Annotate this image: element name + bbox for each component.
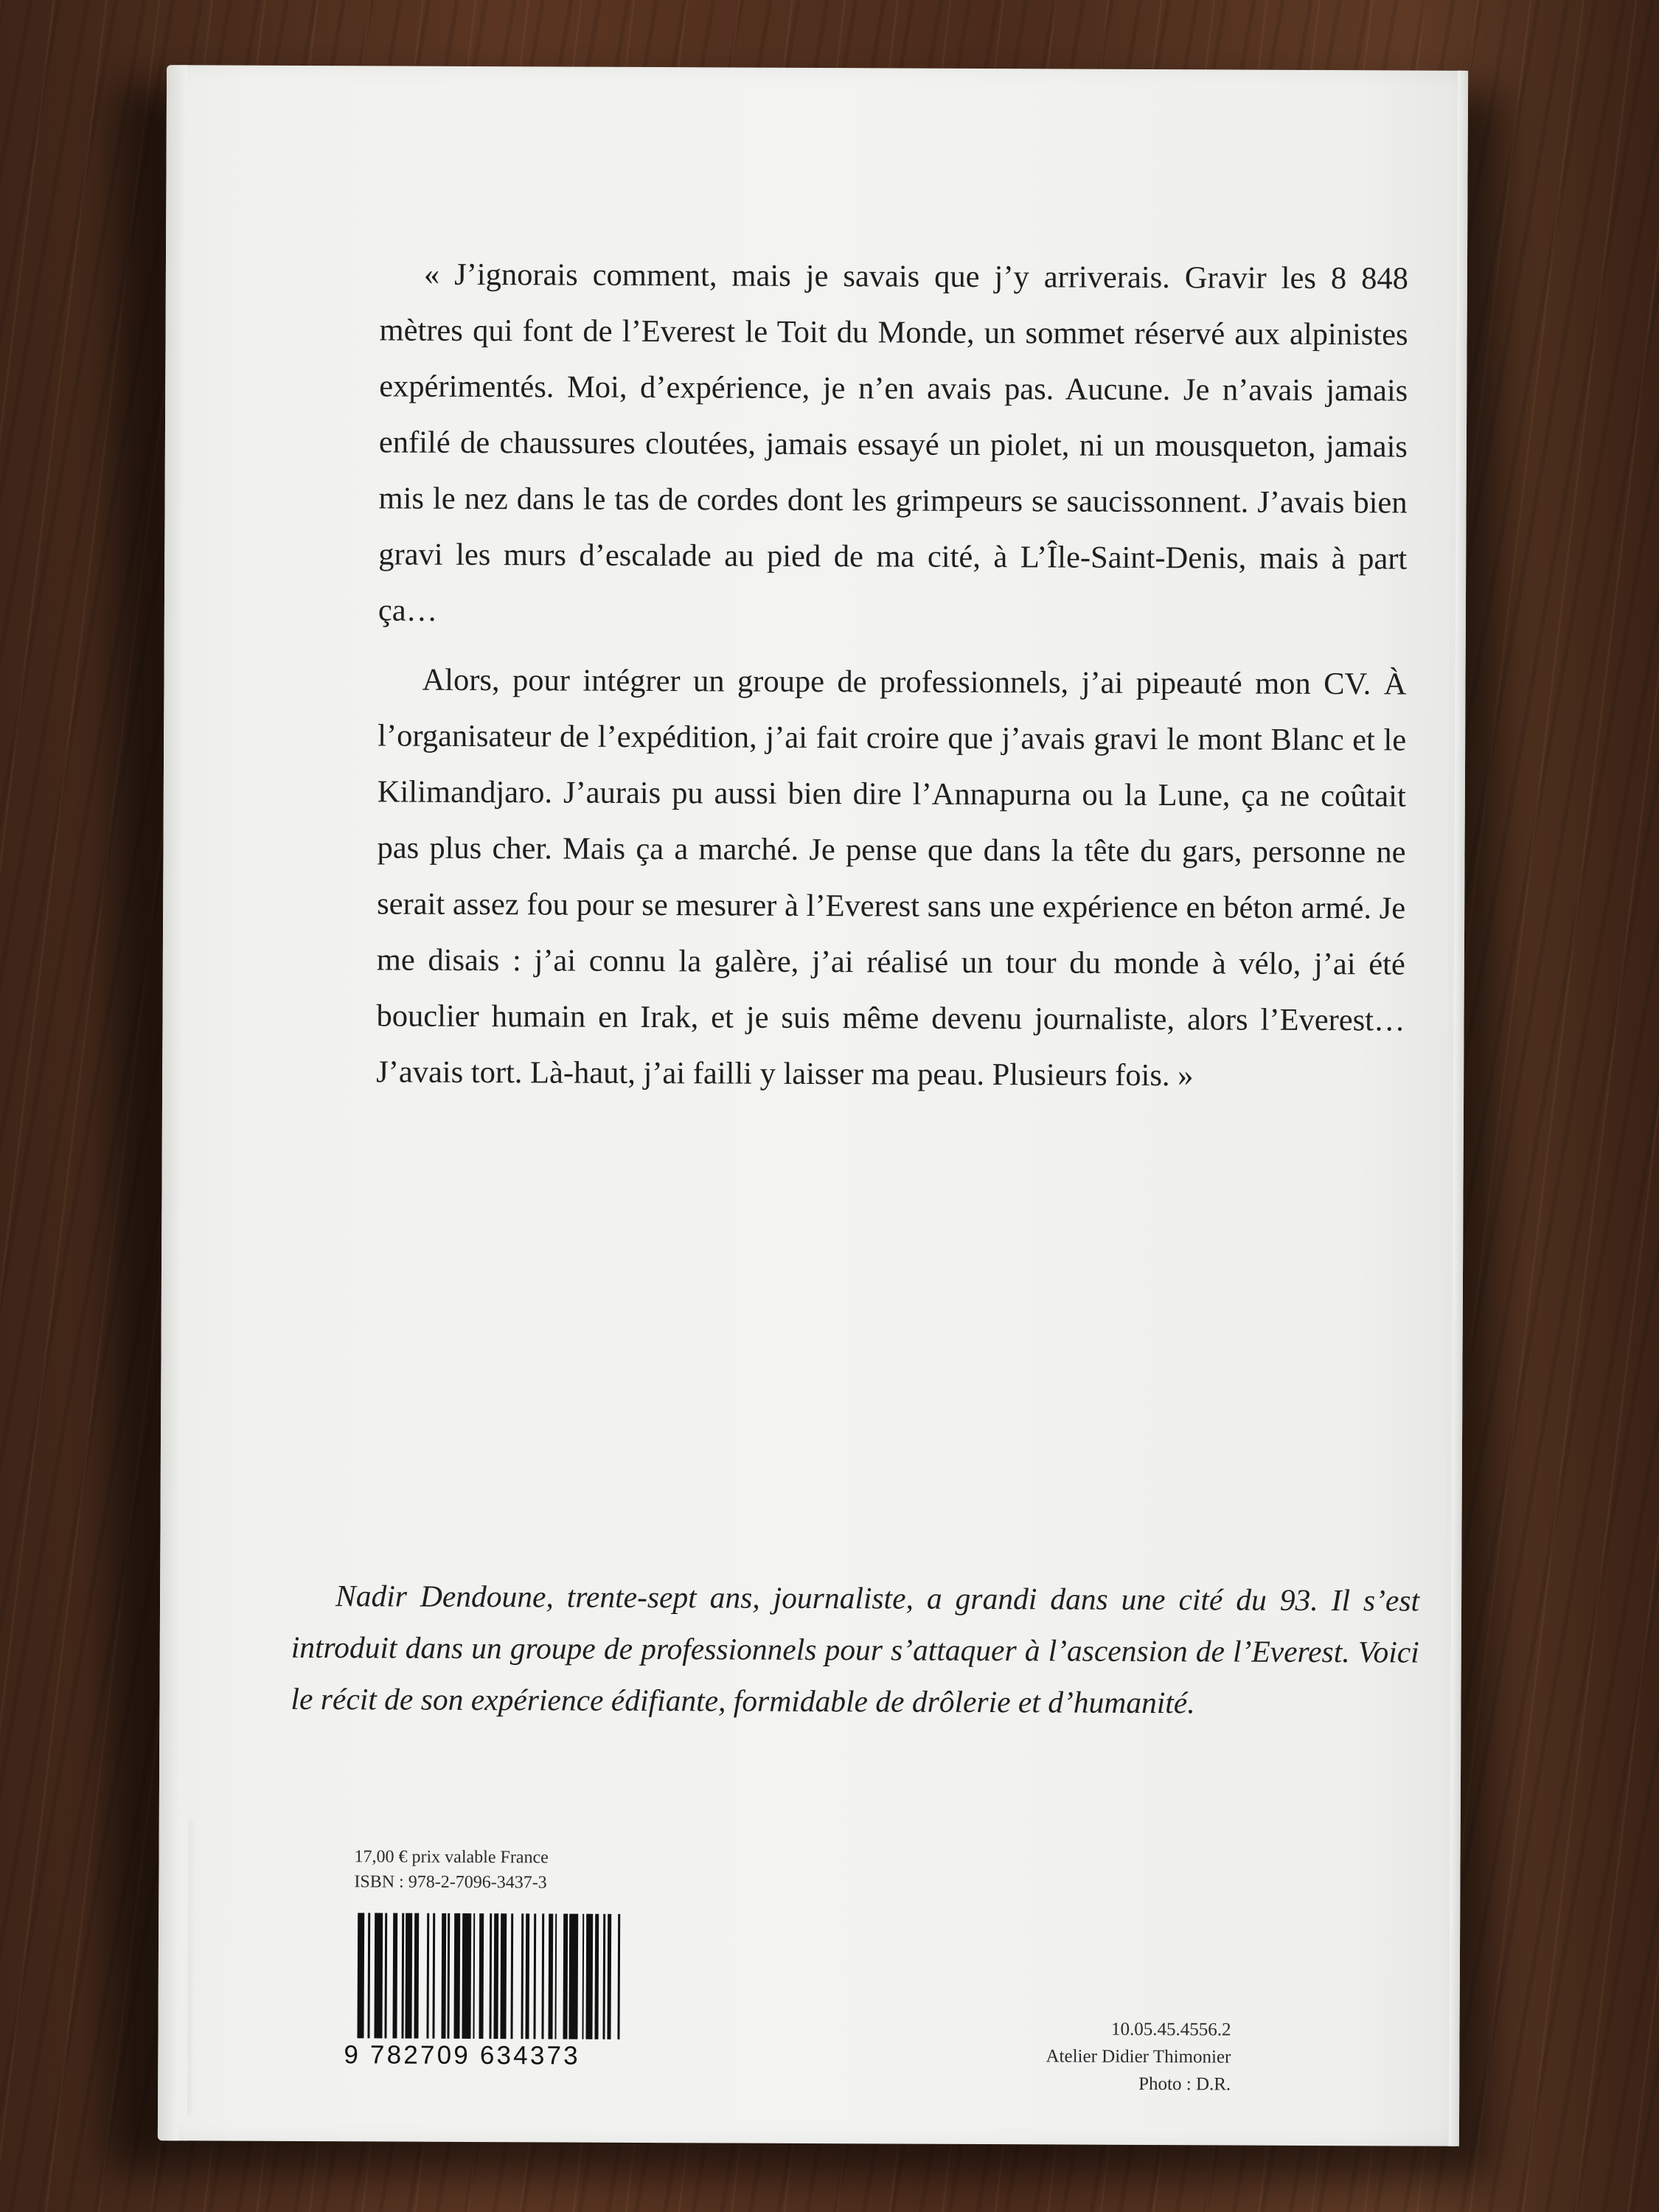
isbn-line: ISBN : 978-2-7096-3437-3 xyxy=(354,1872,547,1893)
quote-paragraph-1: « J’ignorais comment, mais je savais que j’y arriverais. Gravir les 8 848 mètres qui font de l’Everest le Toit du Monde, un sommet réservé aux alpinistes expérimentés. Moi, d’expérience, je n’en avais pas. Aucune. Je n’avais jamais enfilé de chaussures cloutées, jamais essayé un piolet, ni un mousqueton, jamais mis le nez dans le tas de cordes dont les grimpeurs se saucissonnent. J’avais bien gravi les murs d’escalade au pied de ma cité, à L’Île-Saint-Denis, mais à part ça… xyxy=(378,257,1409,628)
barcode-digits: 9 782709 634373 xyxy=(344,2040,580,2070)
price-line: 17,00 € prix valable France xyxy=(354,1847,549,1868)
credits-atelier: Atelier Didier Thimonier xyxy=(1046,2046,1231,2067)
book-back-cover xyxy=(158,65,1468,2146)
barcode-bar xyxy=(569,1914,578,2039)
credits-block xyxy=(1046,2015,1231,2098)
price-block xyxy=(354,1844,549,1895)
quote-paragraph-2: Alors, pour intégrer un groupe de professionnels, j’ai pipeauté mon CV. À l’organisateur de l’expédition, j’ai fait croire que j’avais gravi le mont Blanc et le Kilimandjaro. J’aurais pu aussi bien dire l’Annapurna ou la Lune, ça ne coûtait pas plus cher. Mais ça a marché. Je pense que dans la tête du gars, personne ne serait assez fou pour se mesurer à l’Everest sans une expérience en béton armé. Je me disais : j’ai connu la galère, j’ai réalisé un tour du monde à vélo, j’ai été bouclier humain en Irak, et je suis même devenu journaliste, alors l’Everest… J’avais tort. Là-haut, j’ai failli y laisser ma peau. Plusieurs fois. » xyxy=(376,662,1407,1093)
barcode xyxy=(357,1913,625,2039)
credits-code: 10.05.45.4556.2 xyxy=(1110,2019,1231,2040)
cover-crease xyxy=(187,1820,196,2115)
blurb-quote xyxy=(376,246,1408,1105)
barcode-bar xyxy=(374,1913,383,2038)
credits-photo: Photo : D.R. xyxy=(1138,2073,1231,2095)
barcode-gap xyxy=(619,1914,624,2039)
barcode-gap xyxy=(512,1913,521,2039)
author-bio: Nadir Dendoune, trente-sept ans, journaliste, a grandi dans une cité du 93. Il s’est introduit dans un groupe de professionnels pour s’attaquer à l’ascension de l’Everest. Voici le récit de son expérience édifiante, formidable de drôlerie et d’humanité. xyxy=(291,1579,1420,1720)
barcode-bar xyxy=(462,1913,471,2039)
barcode-gap xyxy=(418,1913,427,2039)
